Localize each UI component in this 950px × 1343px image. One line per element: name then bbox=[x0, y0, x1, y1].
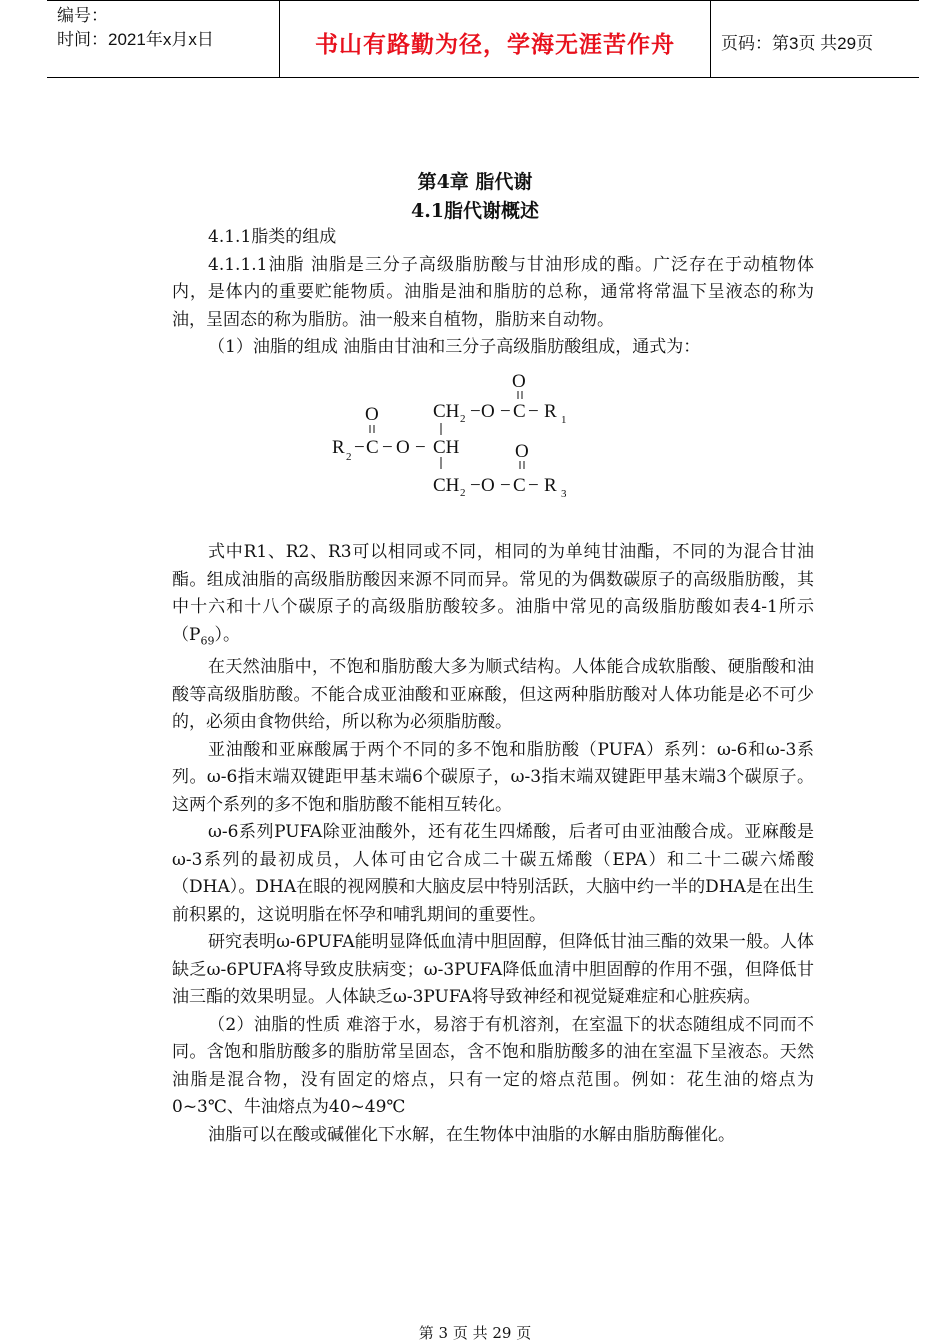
formula-text: − bbox=[382, 437, 393, 458]
document-number: 编号： bbox=[57, 6, 108, 25]
paragraph-oil-properties: （2）油脂的性质 难溶于水，易溶于有机溶剂，在室温下的状态随组成不同而不同。含饱和脂肪酸多的脂肪常呈固态，含不饱和脂肪酸多的油在室温下呈液态。天然油脂是混合物，没有固定的熔点，只有一定的熔点范围。例如：花生油的熔点为0~3℃、牛油熔点为40~49℃ bbox=[172, 1014, 814, 1118]
triglyceride-formula bbox=[320, 365, 620, 505]
formula-text: R bbox=[544, 475, 557, 496]
header-page-number: 页码：第3页 共29页 bbox=[721, 34, 874, 53]
formula-text: 1 bbox=[561, 414, 567, 426]
page-header bbox=[47, 0, 919, 77]
paragraph-oil-definition: 4.1.1.1油脂 油脂是三分子高级脂肪酸与甘油形成的酯。广泛存在于动植物体内，是体内的重要贮能物质。油脂是油和脂肪的总称，通常将常温下呈液态的称为油，呈固态的称为脂肪。油一般来自植物，脂肪来自动物。 bbox=[172, 254, 814, 330]
formula-text: CH bbox=[433, 475, 460, 496]
formula-text: − bbox=[528, 401, 539, 422]
header-motto: 书山有路勤为径，学海无涯苦作舟 bbox=[315, 32, 675, 58]
formula-text: − bbox=[354, 437, 365, 458]
formula-text: − bbox=[470, 475, 481, 496]
paragraph-essential-fatty-acids: 在天然油脂中，不饱和脂肪酸大多为顺式结构。人体能合成软脂酸、硬脂酸和油酸等高级脂肪酸。不能合成亚油酸和亚麻酸，但这两种脂肪酸对人体功能是必不可少的，必须由食物供给，所以称为必须脂肪酸。 bbox=[172, 657, 814, 733]
header-top-rule bbox=[47, 0, 919, 1]
section-title: 4.1脂代谢概述 bbox=[410, 200, 540, 222]
header-meta bbox=[57, 4, 214, 52]
formula-text: C bbox=[366, 437, 379, 458]
formula-text: C bbox=[513, 401, 526, 422]
document-time: 时间：2021年x月x日 bbox=[57, 30, 214, 49]
header-bottom-rule bbox=[47, 77, 919, 78]
formula-text: 2 bbox=[460, 413, 466, 425]
formula-text: − bbox=[528, 475, 539, 496]
formula-text: C bbox=[513, 475, 526, 496]
formula-text: O bbox=[515, 441, 529, 462]
formula-text: − bbox=[415, 437, 426, 458]
formula-text: 2 bbox=[460, 487, 466, 499]
formula-text: CH bbox=[433, 401, 460, 422]
paragraph-formula-explanation bbox=[172, 539, 814, 654]
formula-text: 2 bbox=[346, 451, 352, 463]
formula-text: − bbox=[500, 401, 511, 422]
paragraph-text: 式中R1、R2、R3可以相同或不同，相同的为单纯甘油酯，不同的为混合甘油酯。组成油脂的高级脂肪酸因来源不同而异。常见的为偶数碳原子的高级脂肪酸，其中十六和十八个碳原子的高级脂肪酸较多。油脂中常见的高级脂肪酸如表4-1所示（P bbox=[172, 542, 814, 645]
page-ref-subscript: 69 bbox=[200, 633, 215, 647]
paragraph-research: 研究表明ω-6PUFA能明显降低血清中胆固醇，但降低甘油三酯的效果一般。人体缺乏ω-6PUFA将导致皮肤病变；ω-3PUFA降低血清中胆固醇的作用不强，但降低甘油三酯的效果明显。人体缺乏ω-3PUFA将导致神经和视觉疑难症和心脏疾病。 bbox=[172, 932, 814, 1008]
formula-text: − bbox=[500, 475, 511, 496]
formula-text: O bbox=[481, 475, 495, 496]
page-footer: 第 3 页 共 29 页 bbox=[418, 1324, 532, 1342]
formula-text: 3 bbox=[561, 488, 567, 500]
formula-text: − bbox=[470, 401, 481, 422]
formula-text: O bbox=[396, 437, 410, 458]
paragraph-pufa-series: 亚油酸和亚麻酸属于两个不同的多不饱和脂肪酸（PUFA）系列：ω-6和ω-3系列。ω-6指末端双键距甲基末端6个碳原子，ω-3指末端双键距甲基末端3个碳原子。这两个系列的多不饱和脂肪酸不能相互转化。 bbox=[172, 739, 814, 815]
paragraph-text: ）。 bbox=[214, 624, 240, 645]
formula-text: R bbox=[544, 401, 557, 422]
paragraph-oil-composition: （1）油脂的组成 油脂由甘油和三分子高级脂肪酸组成，通式为： bbox=[208, 337, 701, 357]
subsection-heading: 4.1.1脂类的组成 bbox=[208, 227, 337, 247]
formula-text: R bbox=[332, 437, 345, 458]
body-lower bbox=[172, 539, 814, 1149]
chapter-title: 第4章 脂代谢 bbox=[417, 171, 533, 193]
formula-text: O bbox=[481, 401, 495, 422]
formula-text: O bbox=[512, 371, 526, 392]
header-divider bbox=[710, 0, 711, 78]
formula-text: O bbox=[365, 404, 379, 425]
body-upper bbox=[172, 224, 814, 362]
formula-text: CH bbox=[433, 437, 460, 458]
paragraph-omega6: ω-6系列PUFA除亚油酸外，还有花生四烯酸，后者可由亚油酸合成。亚麻酸是ω-3系列的最初成员，人体可由它合成二十碳五烯酸（EPA）和二十二碳六烯酸（DHA）。DHA在眼的视网膜和大脑皮层中特别活跃，大脑中约一半的DHA是在出生前积累的，这说明脂在怀孕和哺乳期间的重要性。 bbox=[172, 822, 814, 925]
paragraph-hydrolysis: 油脂可以在酸或碱催化下水解，在生物体中油脂的水解由脂肪酶催化。 bbox=[208, 1124, 735, 1145]
